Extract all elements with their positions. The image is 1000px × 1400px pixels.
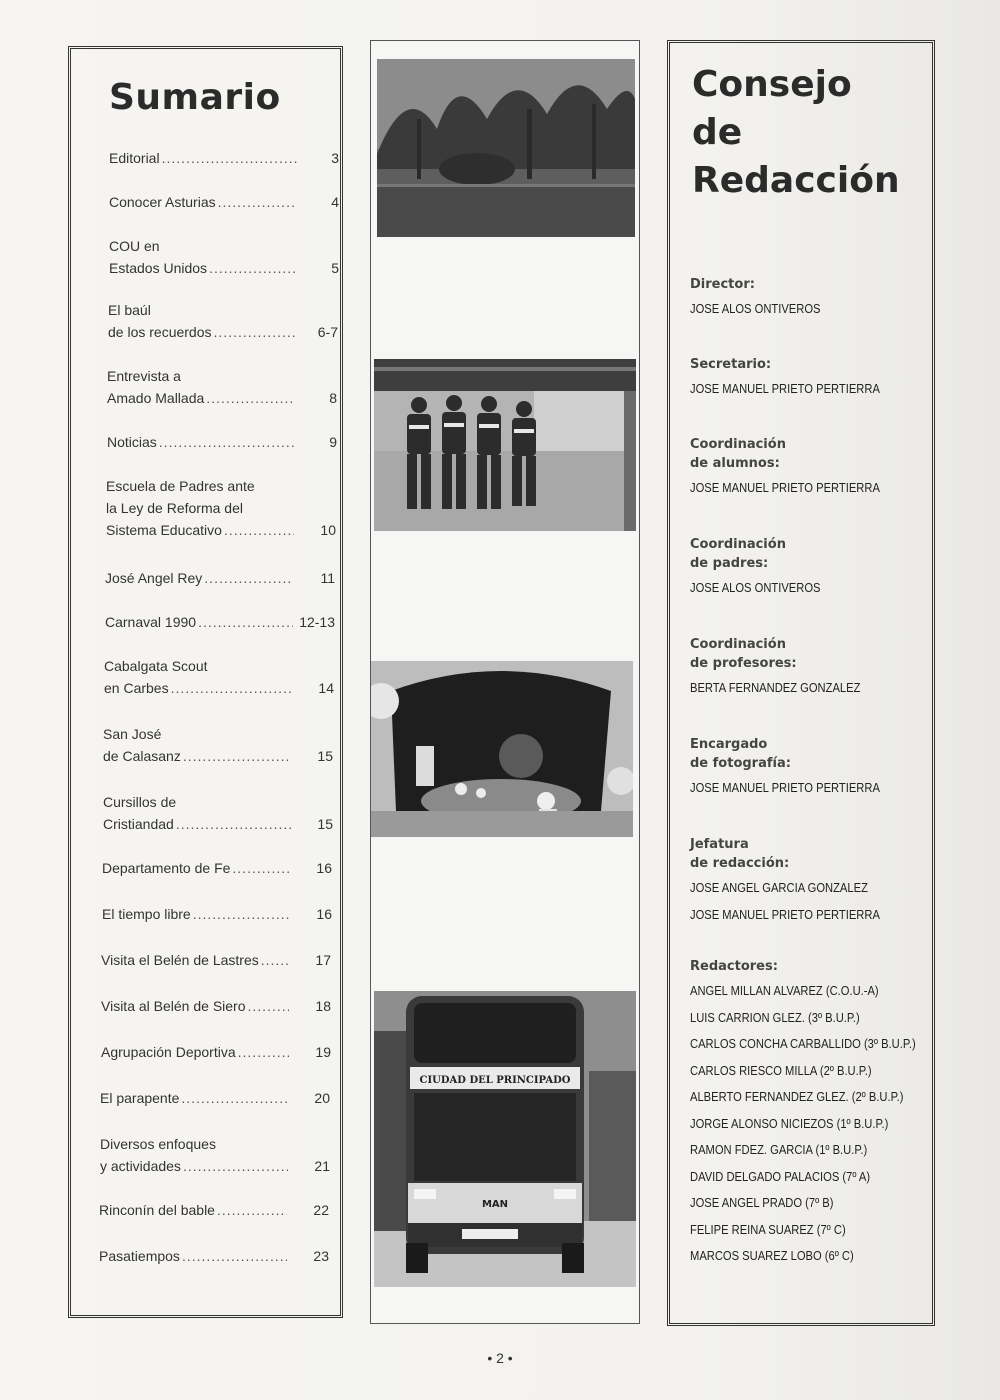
toc-line [104,677,334,699]
toc-page-number: 16 [316,906,332,922]
consejo-title [692,61,900,205]
toc-page-number: 23 [313,1248,329,1264]
toc-line [107,431,337,453]
staff-name: CARLOS CONCHA CARBALLIDO (3º B.U.P.) [690,1036,916,1051]
toc-line [105,567,335,589]
toc-entry-title: Conocer Asturias [109,194,216,210]
toc-entry-title: Departamento de Fe [102,860,231,876]
toc-leader-dots [162,147,297,169]
toc-page-number: 11 [320,570,335,586]
toc-line [99,1199,329,1221]
toc-page-number: 3 [331,150,339,166]
toc-entry [100,1087,330,1109]
toc-entry-title: El baúl [108,302,151,318]
staff-role: de alumnos: [690,456,780,471]
toc-page-number: 5 [331,260,339,276]
toc-line [106,519,336,541]
consejo-title-line: Redacción [692,160,900,201]
staff-name: MARCOS SUAREZ LOBO (6º C) [690,1248,854,1263]
photo-four-kids [374,359,636,531]
toc-line [109,235,339,257]
toc-entry [108,299,338,343]
staff-name: ALBERTO FERNANDEZ GLEZ. (2º B.U.P.) [690,1089,904,1104]
toc-page-number: 19 [315,1044,331,1060]
toc-entry [105,567,335,589]
toc-entry-title: Diversos enfoques [100,1136,216,1152]
staff-role: de fotografía: [690,756,791,771]
toc-entry-title: la Ley de Reforma del [106,500,243,516]
toc-entry [109,147,339,169]
toc-entry-title: de los recuerdos [108,324,212,340]
staff-role: Coordinación [690,537,786,552]
toc-entry [107,431,337,453]
staff-role: Director: [690,277,755,292]
staff-name: LUIS CARRION GLEZ. (3º B.U.P.) [690,1009,860,1025]
toc-entry [99,1199,329,1221]
toc-line [107,365,337,387]
staff-name: JOSE ALOS ONTIVEROS [690,580,821,595]
staff-name: CARLOS RIESCO MILLA (2º B.U.P.) [690,1062,872,1078]
toc-entry-title: Editorial [109,150,160,166]
toc-page-number: 6-7 [317,324,338,340]
toc-entry-title: José Angel Rey [105,570,203,586]
toc-entry-title: Rinconín del bable [99,1202,215,1218]
toc-line [102,903,332,925]
staff-role: Jefatura [690,837,749,852]
toc-leader-dots [181,1087,288,1109]
toc-leader-dots [183,1155,288,1177]
toc-entry-title: Noticias [107,434,157,450]
toc-entry-title: Visita al Belén de Siero [101,998,246,1014]
toc-line [101,1041,331,1063]
staff-name: RAMON FDEZ. GARCIA (1º B.U.P.) [690,1142,868,1157]
toc-leader-dots [206,387,295,409]
toc-page-number: 14 [318,680,334,696]
toc-line [107,387,337,409]
toc-page-number: 12-13 [299,614,335,630]
toc-leader-dots [182,1245,287,1267]
toc-leader-dots [193,903,290,925]
toc-line [101,949,331,971]
toc-entry [99,1245,329,1267]
toc-entry [104,655,334,699]
toc-leader-dots [171,677,292,699]
toc-entry-title: Estados Unidos [109,260,208,276]
toc-leader-dots [159,431,295,453]
toc-entry [103,723,333,767]
toc-line [103,813,333,835]
staff-name: JOSE ANGEL PRADO (7º B) [690,1195,834,1210]
consejo-title-line: de [692,112,743,153]
toc-line [104,655,334,677]
staff-name: JOSE MANUEL PRIETO PERTIERRA [690,381,880,396]
toc-leader-dots [224,519,294,541]
toc-entry-title: Cristiandad [103,816,174,832]
toc-line [108,299,338,321]
staff-name: FELIPE REINA SUAREZ (7º C) [690,1221,846,1237]
toc-entry [100,1133,330,1177]
toc-leader-dots [183,745,291,767]
toc-line [99,1245,329,1267]
toc-entry [102,857,332,879]
toc-leader-dots [232,857,290,879]
toc-leader-dots [209,257,297,279]
toc-line [100,1087,330,1109]
toc-entry-title: Pasatiempos [99,1248,180,1264]
toc-entry [103,791,333,835]
toc-line [108,321,338,343]
toc-leader-dots [218,191,297,213]
toc-line [102,857,332,879]
toc-page-number: 4 [331,194,339,210]
staff-role: Redactores: [690,959,778,974]
staff-role: Encargado [690,737,768,752]
toc-line [105,611,335,633]
toc-entry-title: Entrevista a [107,368,181,384]
toc-entry [101,995,331,1017]
staff-name: ANGEL MILLAN ALVAREZ (C.O.U.-A) [690,983,879,998]
toc-entry-title: Cabalgata Scout [104,658,208,674]
toc-leader-dots [217,1199,287,1221]
consejo-panel [667,40,935,1326]
toc-leader-dots [248,995,290,1017]
toc-page-number: 15 [317,748,333,764]
toc-line [103,723,333,745]
bus-sign-text: CIUDAD DEL PRINCIPADO [419,1075,571,1086]
toc-page-number: 15 [317,816,333,832]
staff-role: de padres: [690,556,769,571]
toc-entry [101,1041,331,1063]
staff-name: JOSE MANUEL PRIETO PERTIERRA [690,780,880,795]
sumario-panel [68,46,343,1318]
staff-role: de profesores: [690,656,797,671]
staff-name: JOSE ANGEL GARCIA GONZALEZ [690,880,868,895]
staff-name: JOSE ALOS ONTIVEROS [690,301,821,316]
toc-entry-title: y actividades [100,1158,181,1174]
toc-entry-title: Agrupación Deportiva [101,1044,236,1060]
toc-leader-dots [204,567,293,589]
toc-line [103,745,333,767]
staff-name: JOSE MANUEL PRIETO PERTIERRA [690,480,880,495]
toc-line [109,257,339,279]
toc-entry-title: de Calasanz [103,748,181,764]
toc-page-number: 21 [314,1158,330,1174]
toc-line [106,475,336,497]
photo-column [370,40,640,1324]
toc-leader-dots [261,949,289,971]
staff-role: Secretario: [690,357,772,372]
toc-page-number: 9 [329,434,337,450]
consejo-title-line: Consejo [692,64,852,105]
toc-page-number: 16 [316,860,332,876]
toc-line [101,995,331,1017]
toc-leader-dots [214,321,296,343]
staff-name: BERTA FERNANDEZ GONZALEZ [690,680,861,695]
toc-entry-title: Visita el Belén de Lastres [101,952,259,968]
toc-leader-dots [198,611,293,633]
toc-entry [101,949,331,971]
toc-line [100,1155,330,1177]
staff-role: Coordinación [690,637,786,652]
toc-entry [106,475,336,541]
toc-entry [105,611,335,633]
toc-entry [107,365,337,409]
bus-brand-text: MAN [481,1199,509,1210]
sumario-title: Sumario [109,77,281,118]
staff-name: DAVID DELGADO PALACIOS (7º A) [690,1168,871,1184]
toc-entry [109,235,339,279]
toc-line [106,497,336,519]
toc-entry-title: en Carbes [104,680,169,696]
toc-entry-title: Cursillos de [103,794,177,810]
toc-entry-title: COU en [109,238,160,254]
toc-entry [109,191,339,213]
toc-page-number: 18 [315,998,331,1014]
staff-role: Coordinación [690,437,786,452]
toc-page-number: 22 [313,1202,329,1218]
toc-entry-title: Sistema Educativo [106,522,222,538]
photo-group-park [377,59,635,237]
staff-role: de redacción: [690,856,790,871]
toc-page-number: 20 [314,1090,330,1106]
toc-entry-title: Amado Mallada [107,390,205,406]
photo-bus [374,991,636,1287]
toc-page-number: 17 [315,952,331,968]
toc-entry-title: El parapente [100,1090,180,1106]
toc-page-number: 8 [329,390,337,406]
toc-leader-dots [176,813,291,835]
toc-line [109,191,339,213]
toc-entry-title: El tiempo libre [102,906,191,922]
toc-page-number: 10 [320,522,336,538]
toc-line [100,1133,330,1155]
toc-leader-dots [238,1041,289,1063]
staff-name: JORGE ALONSO NICIEZOS (1º B.U.P.) [690,1115,889,1131]
photo-nativity-scene [371,661,633,837]
toc-entry-title: San José [103,726,162,742]
staff-name: JOSE MANUEL PRIETO PERTIERRA [690,906,880,922]
toc-line [109,147,339,169]
toc-entry [102,903,332,925]
page-number: • 2 • [487,1350,513,1366]
toc-line [103,791,333,813]
toc-entry-title: Escuela de Padres ante [106,478,255,494]
toc-entry-title: Carnaval 1990 [105,614,197,630]
